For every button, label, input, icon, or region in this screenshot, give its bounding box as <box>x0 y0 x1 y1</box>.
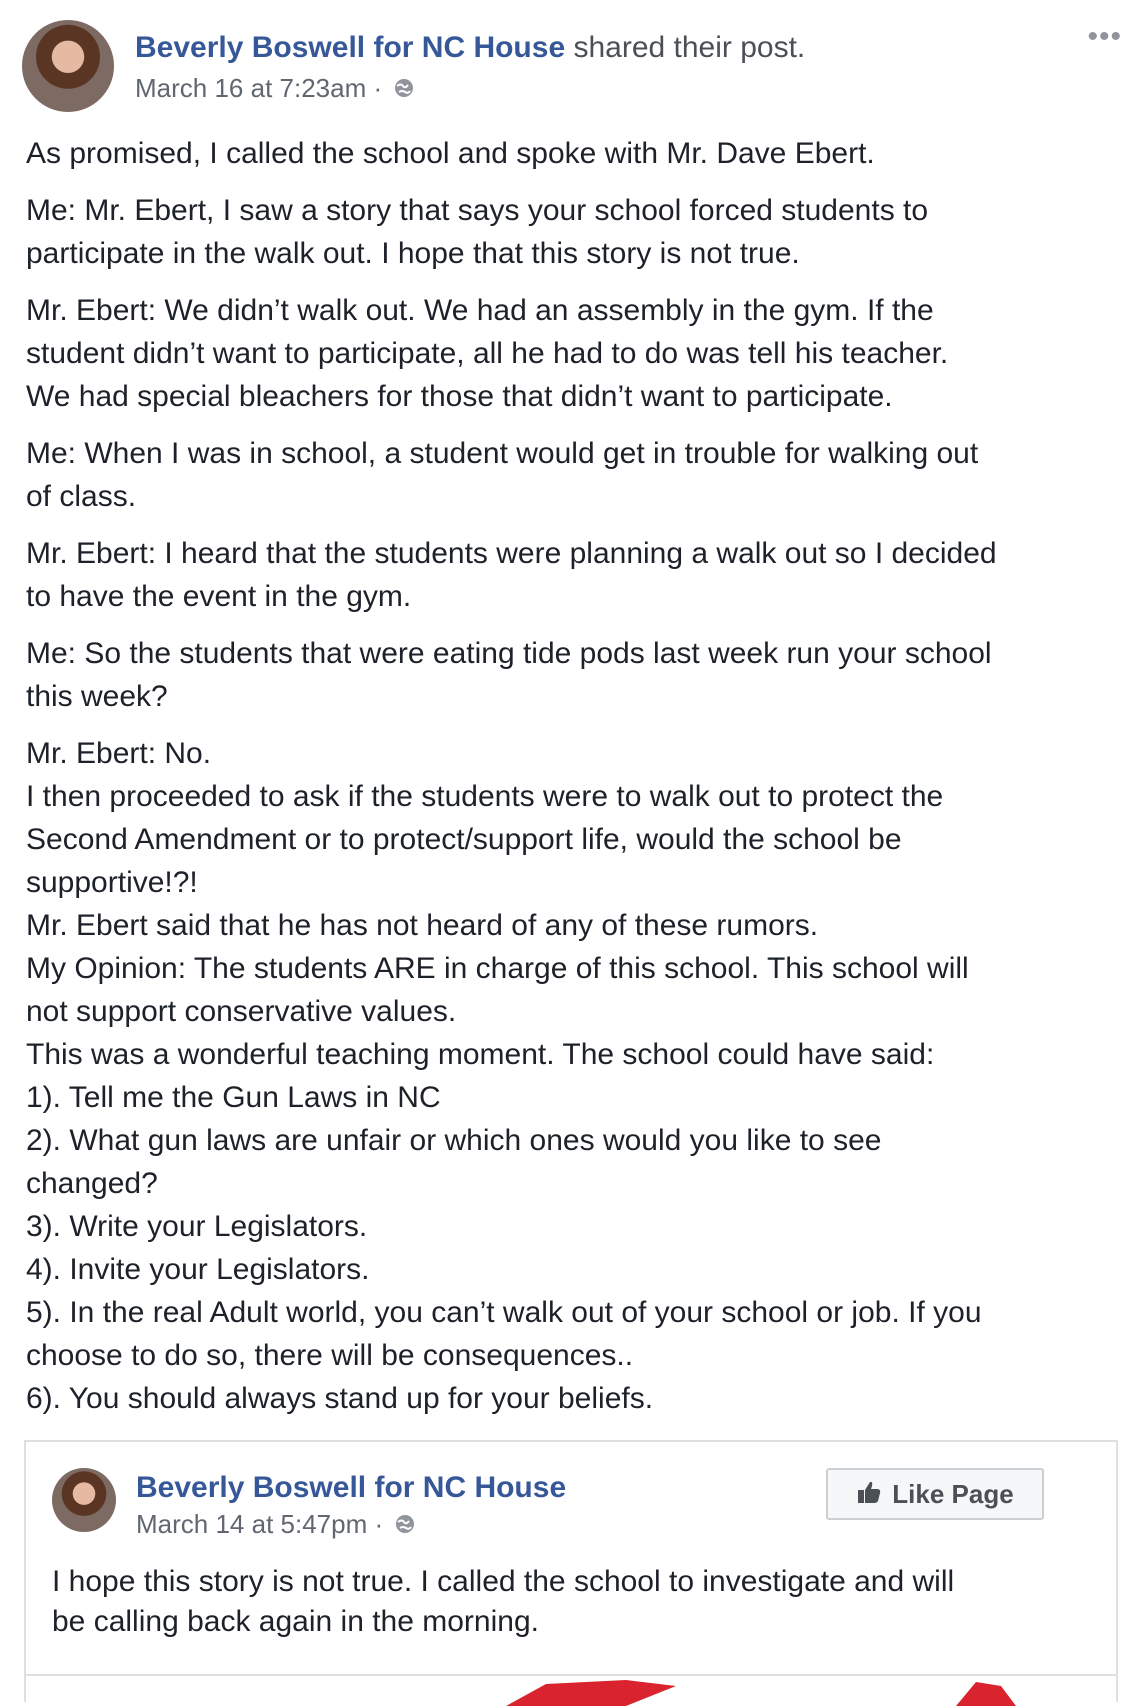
post-header <box>22 20 1122 112</box>
avatar[interactable] <box>22 20 114 112</box>
post-text-line: this week? <box>26 680 168 713</box>
post-text-line: Mr. Ebert: I heard that the students were planning a walk out so I decided <box>26 537 997 570</box>
post-text-line: Mr. Ebert: No. <box>26 737 212 770</box>
post-text-line: student didn’t want to participate, all he had to do was tell his teacher. <box>26 337 949 370</box>
meta-separator: · <box>373 73 383 103</box>
post-text-line: Me: Mr. Ebert, I saw a story that says your school forced students to <box>26 194 929 227</box>
post-text-line: to have the event in the gym. <box>26 580 412 613</box>
post-text-line: supportive!?! <box>26 866 198 899</box>
post-text-line: I then proceeded to ask if the students were to walk out to protect the <box>26 780 944 813</box>
share-text: shared their post. <box>573 31 806 64</box>
shared-text-line: be calling back again in the morning. <box>52 1605 539 1638</box>
shared-meta-separator: · <box>374 1509 384 1539</box>
post-text-line: Me: So the students that were eating tide pods last week run your school <box>26 637 992 670</box>
post-paragraph <box>26 632 1116 718</box>
shared-post-meta <box>136 1508 416 1542</box>
post-text-line: Me: When I was in school, a student would get in trouble for walking out <box>26 437 979 470</box>
shared-avatar[interactable] <box>52 1468 116 1532</box>
globe-icon <box>394 1510 416 1542</box>
post-text-line: We had special bleachers for those that didn’t want to participate. <box>26 380 893 413</box>
shared-post-card <box>24 1440 1118 1702</box>
post-text-line: Mr. Ebert: We didn’t walk out. We had an assembly in the gym. If the <box>26 294 934 327</box>
post-paragraph <box>26 289 1116 418</box>
post-text-line: participate in the walk out. I hope that this story is not true. <box>26 237 800 270</box>
post-paragraph <box>26 432 1116 518</box>
post-text-line: 1). Tell me the Gun Laws in NC <box>26 1081 441 1114</box>
post-paragraph <box>26 189 1116 275</box>
timestamp-link[interactable]: March 16 at 7:23am <box>135 73 367 103</box>
post-text-line: of class. <box>26 480 137 513</box>
more-options-icon[interactable]: ••• <box>1087 20 1122 53</box>
like-page-label: Like Page <box>892 1479 1014 1509</box>
post-text-line: Mr. Ebert said that he has not heard of any of these rumors. <box>26 909 819 942</box>
post-paragraph <box>26 732 1116 1420</box>
post-paragraph <box>26 132 1116 175</box>
post-text-line: This was a wonderful teaching moment. The school could have said: <box>26 1038 935 1071</box>
globe-icon <box>393 74 415 106</box>
like-page-button[interactable] <box>826 1468 1044 1520</box>
post-text-line: 2). What gun laws are unfair or which ones would you like to see <box>26 1124 882 1157</box>
shared-post-text <box>52 1562 1092 1642</box>
post-text-line: Second Amendment or to protect/support life, would the school be <box>26 823 902 856</box>
post-text-line: As promised, I called the school and spoke with Mr. Dave Ebert. <box>26 137 875 170</box>
shared-image-preview[interactable] <box>26 1676 1116 1706</box>
shared-text-line: I hope this story is not true. I called the school to investigate and will <box>52 1565 955 1598</box>
thumbs-up-icon <box>856 1472 882 1520</box>
shared-timestamp-link[interactable]: March 14 at 5:47pm <box>136 1509 368 1539</box>
page-name-link[interactable]: Beverly Boswell for NC House <box>135 31 566 64</box>
post-text-line: changed? <box>26 1167 158 1200</box>
shared-page-name-link[interactable]: Beverly Boswell for NC House <box>136 1471 567 1504</box>
post-meta <box>135 72 415 106</box>
post-paragraph <box>26 532 1116 618</box>
post-text-line: 3). Write your Legislators. <box>26 1210 368 1243</box>
post-text-line: choose to do so, there will be consequences.. <box>26 1339 634 1372</box>
post-author-line <box>135 30 805 66</box>
post-text-line: My Opinion: The students ARE in charge of this school. This school will <box>26 952 969 985</box>
post-text-line: 4). Invite your Legislators. <box>26 1253 370 1286</box>
post-text-line: 5). In the real Adult world, you can’t walk out of your school or job. If you <box>26 1296 982 1329</box>
post-text-line: 6). You should always stand up for your beliefs. <box>26 1382 654 1415</box>
post-body <box>26 132 1116 1434</box>
post-text-line: not support conservative values. <box>26 995 457 1028</box>
